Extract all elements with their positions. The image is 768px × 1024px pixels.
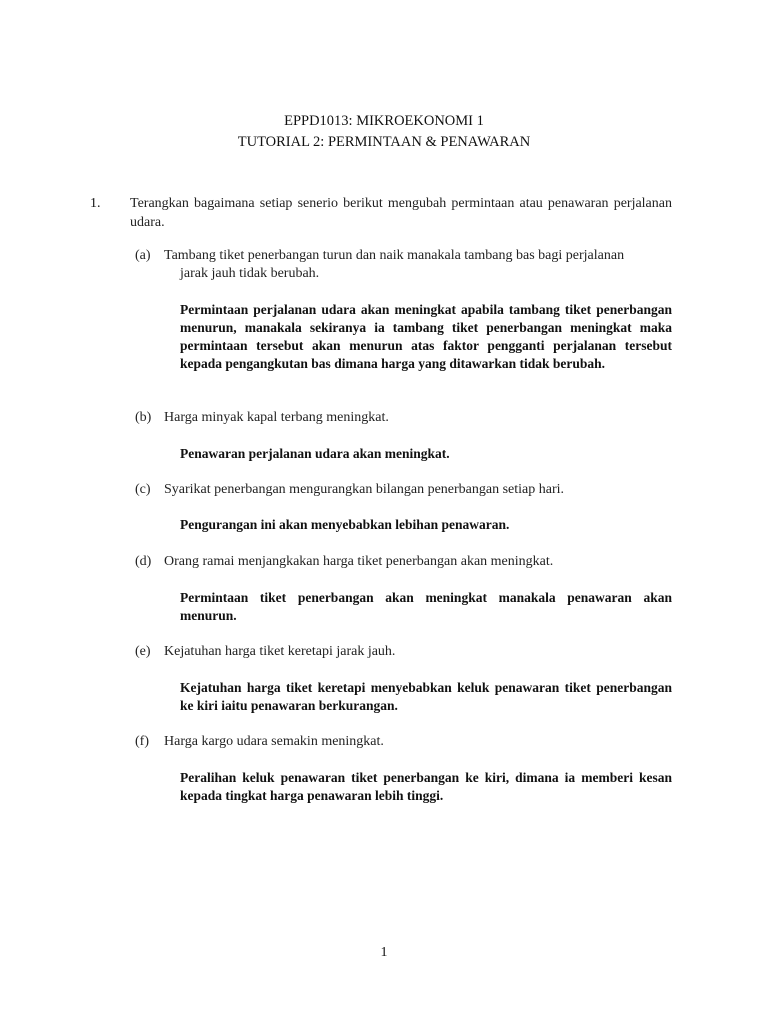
- part-f-label: (f): [135, 734, 149, 749]
- part-a-label: (a): [135, 248, 151, 263]
- part-f-question: Harga kargo udara semakin meningkat.: [164, 734, 384, 749]
- part-a-question: [164, 247, 672, 283]
- part-d-question: Orang ramai menjangkakan harga tiket penerbangan akan meningkat.: [164, 554, 554, 569]
- part-f-answer: Peralihan keluk penawaran tiket penerbangan ke kiri, dimana ia memberi kesan kepada tingkat harga penawaran lebih tinggi.: [180, 770, 672, 803]
- part-a-answer: Permintaan perjalanan udara akan meningkat apabila tambang tiket penerbangan menurun, manakala sekiranya ia tambang tiket penerbangan meningkat maka permintaan tersebut akan menurun atas faktor pengganti perjalanan tersebut kepada pengangkutan bas dimana harga yang ditawarkan tidak berubah.: [180, 302, 672, 371]
- part-d-label: (d): [135, 554, 152, 569]
- part-b-label: (b): [135, 410, 152, 425]
- part-c-answer: Pengurangan ini akan menyebabkan lebihan penawaran.: [180, 517, 510, 532]
- part-c-question: Syarikat penerbangan mengurangkan bilangan penerbangan setiap hari.: [164, 482, 565, 497]
- part-a-question-line1: Tambang tiket penerbangan turun dan naik manakala tambang bas bagi perjalanan: [164, 248, 625, 263]
- part-e-label: (e): [135, 644, 151, 659]
- part-d-answer: Permintaan tiket penerbangan akan meningkat manakala penawaran akan menurun.: [180, 590, 672, 623]
- part-e-question: Kejatuhan harga tiket keretapi jarak jauh.: [164, 644, 396, 659]
- document-title: [0, 111, 768, 153]
- part-a-question-line2: jarak jauh tidak berubah.: [180, 266, 320, 281]
- course-title: EPPD1013: MIKROEKONOMI 1: [284, 113, 484, 129]
- part-b-question: Harga minyak kapal terbang meningkat.: [164, 410, 389, 425]
- question-number: 1.: [90, 196, 101, 211]
- part-e-answer: Kejatuhan harga tiket keretapi menyebabkan keluk penawaran tiket penerbangan ke kiri iaitu penawaran berkurangan.: [180, 680, 672, 713]
- tutorial-title: TUTORIAL 2: PERMINTAAN & PENAWARAN: [237, 134, 531, 150]
- question-text: Terangkan bagaimana setiap senerio berikut mengubah permintaan atau penawaran perjalanan udara.: [130, 196, 672, 230]
- part-b-answer: Penawaran perjalanan udara akan meningkat.: [180, 446, 450, 461]
- part-c-label: (c): [135, 482, 151, 497]
- page-number: 1: [380, 945, 388, 960]
